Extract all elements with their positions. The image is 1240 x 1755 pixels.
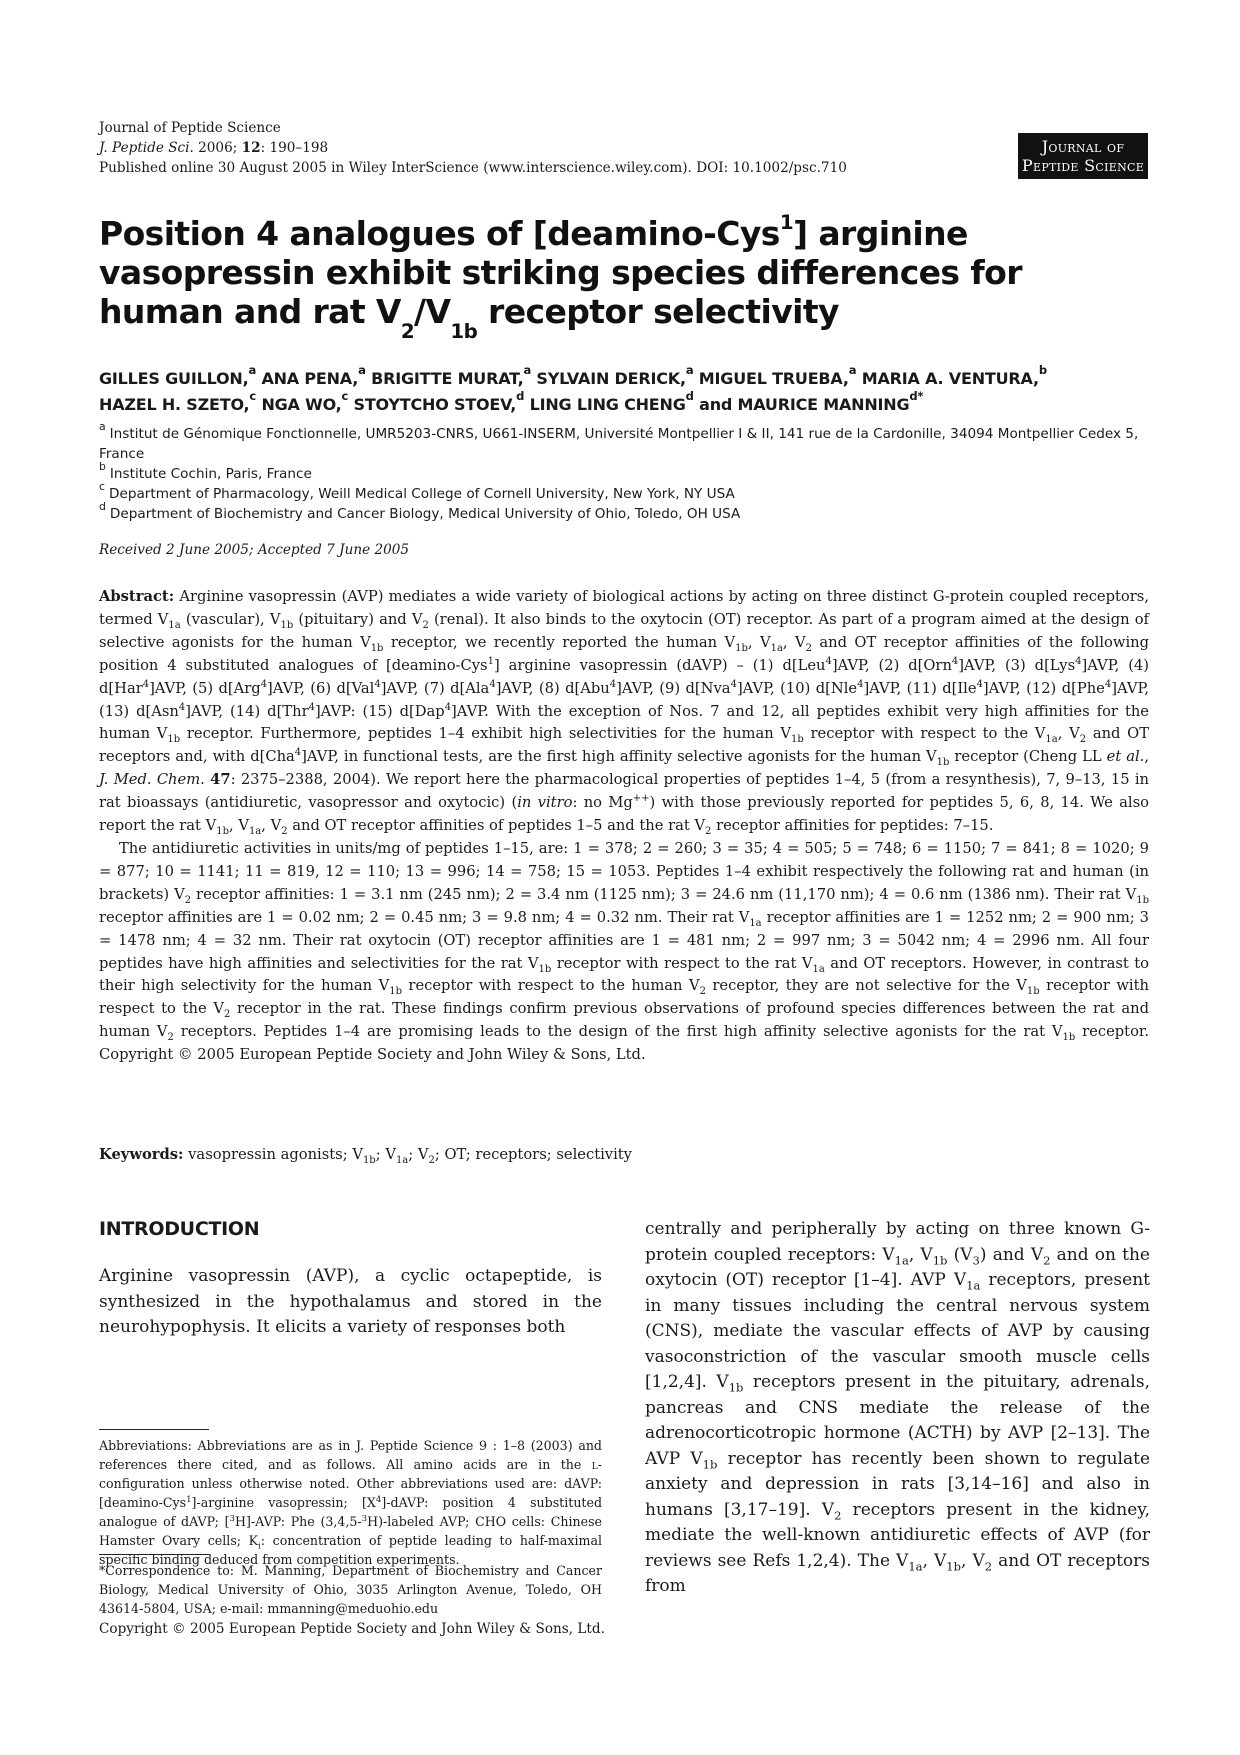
author: ANA PENA,$^a$ [261, 363, 366, 388]
footnote-rule [99, 1429, 209, 1430]
intro-paragraph-continued: centrally and peripherally by acting on three known G-protein coupled receptors: $V_{1a}$, $V_{1b}$ $(V_3)$ and $V_2$ and on the oxytocin (OT) receptor [1–4]. AVP $V_{1a}$ receptors, present in many tissues including the central nervous system (CNS), mediate the vascular effects of AVP by causing vasoconstriction of the vascular smooth muscle cells [1,2,4]. $V_{1b}$ receptors present in the pituitary, adrenals, pancreas and CNS mediate the release of the adrenocorticotropic hormone (ACTH) by AVP [2–13]. The AVP $V_{1b}$ receptor has recently been shown to regulate anxiety and depression in rats [3,14–16] and also in humans [3,17–19]. $V_2$ receptors present in the kidney, mediate the well-known antidiuretic effects of AVP (for reviews see Refs 1,2,4). The $V_{1a}$, $V_{1b}$, $V_2$ and OT receptors from [645, 1219, 1151, 1596]
author: GILLES GUILLON,$^a$ [99, 363, 257, 388]
journal-name: Journal of Peptide Science [99, 120, 281, 136]
affiliation: $^a$ Institut de Génomique Fonctionnelle, UMR5203-CNRS, U661-INSERM, Université Montpellier I & II, 141 rue de la Cardonille, 34094 Montpellier Cedex 5, France [99, 419, 1139, 462]
intro-left-column [99, 1264, 602, 1341]
journal-header [99, 118, 959, 178]
published-line: Published online 30 August 2005 in Wiley InterScience (www.interscience.wiley.com). DOI: 10.1002/psc.710 [99, 160, 847, 176]
article-title: Position 4 analogues of [deamino-Cys$^1$] arginine vasopressin exhibit striking species differences for human and rat $V_2/V_{1b}$ receptor selectivity [99, 211, 1022, 343]
affiliation: $^b$ Institute Cochin, Paris, France [99, 459, 312, 482]
author: STOYTCHO STOEV,$^d$ [353, 389, 525, 414]
section-heading-introduction: INTRODUCTION [99, 1218, 260, 1240]
journal-citation: J. Peptide Sci. 2006; 12: 190–198 [99, 140, 329, 156]
intro-paragraph: Arginine vasopressin (AVP), a cyclic octapeptide, is synthesized in the hypothalamus and stored in the neurohypophysis. It elicits a variety of responses both [99, 1266, 602, 1337]
page-copyright: Copyright © 2005 European Peptide Society and John Wiley & Sons, Ltd. [99, 1621, 605, 1637]
affiliation: $^c$ Department of Pharmacology, Weill Medical College of Cornell University, New York, NY USA [99, 479, 735, 502]
correspondence-footnote: *Correspondence to: M. Manning, Department of Biochemistry and Cancer Biology, Medical University of Ohio, 3035 Arlington Avenue, Toledo, OH 43614-5804, USA; e-mail: mmanning@meduohio.edu [99, 1563, 602, 1616]
received-dates: Received 2 June 2005; Accepted 7 June 2005 [99, 542, 410, 558]
author: MARIA A. VENTURA,$^b$ [861, 363, 1047, 388]
author: LING LING CHENG$^d$ [529, 389, 694, 414]
journal-logo: Journal of Peptide Science [1018, 133, 1148, 179]
intro-right-column [645, 1217, 1150, 1600]
author: SYLVAIN DERICK,$^a$ [536, 363, 694, 388]
affiliation: $^d$ Department of Biochemistry and Cancer Biology, Medical University of Ohio, Toledo, OH USA [99, 499, 741, 522]
affiliations [99, 419, 1149, 524]
abstract [99, 586, 1149, 1067]
footnote-rule [99, 1554, 209, 1555]
abstract-para-2: The antidiuretic activities in units/mg of peptides 1–15, are: 1 = 378; 2 = 260; 3 = 35; 4 = 505; 5 = 748; 6 = 1150; 7 = 841; 8 = 1020; 9 = 877; 10 = 1141; 11 = 819, 12 = 110; 13 = 996; 14 = 758; 15 = 1053. Peptides 1–4 exhibit respectively the following rat and human (in brackets) $V_2$ receptor affinities: 1 = 3.1 nm (245 nm); 2 = 3.4 nm (1125 nm); 3 = 24.6 nm (11,170 nm); 4 = 0.6 nm (1386 nm). Their rat $V_{1b}$ receptor affinities are 1 = 0.02 nm; 2 = 0.45 nm; 3 = 9.8 nm; 4 = 0.32 nm. Their rat $V_{1a}$ receptor affinities are 1 = 1252 nm; 2 = 900 nm; 3 = 1478 nm; 4 = 32 nm. Their rat oxytocin (OT) receptor affinities are 1 = 481 nm; 2 = 997 nm; 3 = 5042 nm; 4 = 2996 nm. All four peptides have high affinities and selectivities for the rat $V_{1b}$ receptor with respect to the rat $V_{1a}$ and OT receptors. However, in contrast to their high selectivity for the human $V_{1b}$ receptor with respect to the human $V_2$ receptor, they are not selective for the $V_{1b}$ receptor with respect to the $V_2$ receptor in the rat. These findings confirm previous observations of profound species differences between the rat and human $V_2$ receptors. Peptides 1–4 are promising leads to the design of the first high affinity selective agonists for the rat $V_{1b}$ receptor. Copyright © 2005 European Peptide Society and John Wiley & Sons, Ltd. [99, 839, 1149, 1064]
author: NGA WO,$^c$ [261, 389, 349, 414]
author: MIGUEL TRUEBA,$^a$ [698, 363, 857, 388]
author: and MAURICE $MANNING^{d*}$ [699, 389, 924, 414]
keywords: Keywords: vasopressin agonists; $V_{1b}$; $V_{1a}$; $V_2$; OT; receptors; selectivity [99, 1146, 632, 1166]
author: BRIGITTE MURAT,$^a$ [371, 363, 532, 388]
author: HAZEL H. SZETO,$^c$ [99, 389, 257, 414]
abbreviations-footnote: Abbreviations: Abbreviations are as in J. Peptide Science 9 : 1–8 (2003) and references there cited, and as follows. All amino acids are in the l-configuration unless otherwise noted. Other abbreviations used are: dAVP: [deamino-Cys$^1$]-arginine vasopressin; $[X^4]$-dAVP: position 4 substituted analogue of dAVP; [$^3$H]-AVP: Phe (3,4,5-$^3$H)-labeled AVP; CHO cells: Chinese Hamster Ovary cells; $K_i$: concentration of peptide leading to half-maximal specific binding deduced from competition experiments. [99, 1438, 603, 1567]
author-list [99, 363, 1149, 418]
abstract-para-1: Abstract: Arginine vasopressin (AVP) mediates a wide variety of biological actions by acting on three distinct G-protein coupled receptors, termed $V_{1a}$ (vascular), $V_{1b}$ (pituitary) and $V_2$ (renal). It also binds to the oxytocin (OT) receptor. As part of a program aimed at the design of selective agonists for the human $V_{1b}$ receptor, we recently reported the human $V_{1b}$, $V_{1a}$, $V_2$ and OT receptor affinities of the following position 4 substituted analogues of [deamino-Cys$^1$] arginine vasopressin (dAVP) – (1) d[Leu$^4$]AVP, (2) d[Orn$^4$]AVP, (3) d[Lys$^4$]AVP, (4) d[Har$^4$]AVP, (5) d[Arg$^4$]AVP, (6) d[Val$^4$]AVP, (7) d[Ala$^4$]AVP, (8) d[Abu$^4$]AVP, (9) d[Nva$^4$]AVP, (10) d[Nle$^4$]AVP, (11) d[Ile$^4$]AVP, (12) d[Phe$^4$]AVP, (13) d[Asn$^4$]AVP, (14) d[Thr$^4$]AVP: (15) d[Dap$^4$]AVP. With the exception of Nos. 7 and 12, all peptides exhibit very high affinities for the human $V_{1b}$ receptor. Furthermore, peptides 1–4 exhibit high selectivities for the human $V_{1b}$ receptor with respect to the $V_{1a}$, $V_2$ and OT receptors and, with d[Cha$^4$]AVP, in functional tests, are the first high affinity selective agonists for the human $V_{1b}$ receptor (Cheng LL et al., J. Med. Chem. 47: 2375–2388, 2004). We report here the pharmacological properties of peptides 1–4, 5 (from a resynthesis), 7, 9–13, 15 in rat bioassays (antidiuretic, vasopressor and oxytocic) (in vitro: no Mg++) with those previously reported for peptides 5, 6, 8, 14. We also report the rat $V_{1b}$, $V_{1a}$, $V_2$ and OT receptor affinities of peptides 1–5 and the rat $V_2$ receptor affinities for peptides: 7–15. [99, 588, 1150, 837]
